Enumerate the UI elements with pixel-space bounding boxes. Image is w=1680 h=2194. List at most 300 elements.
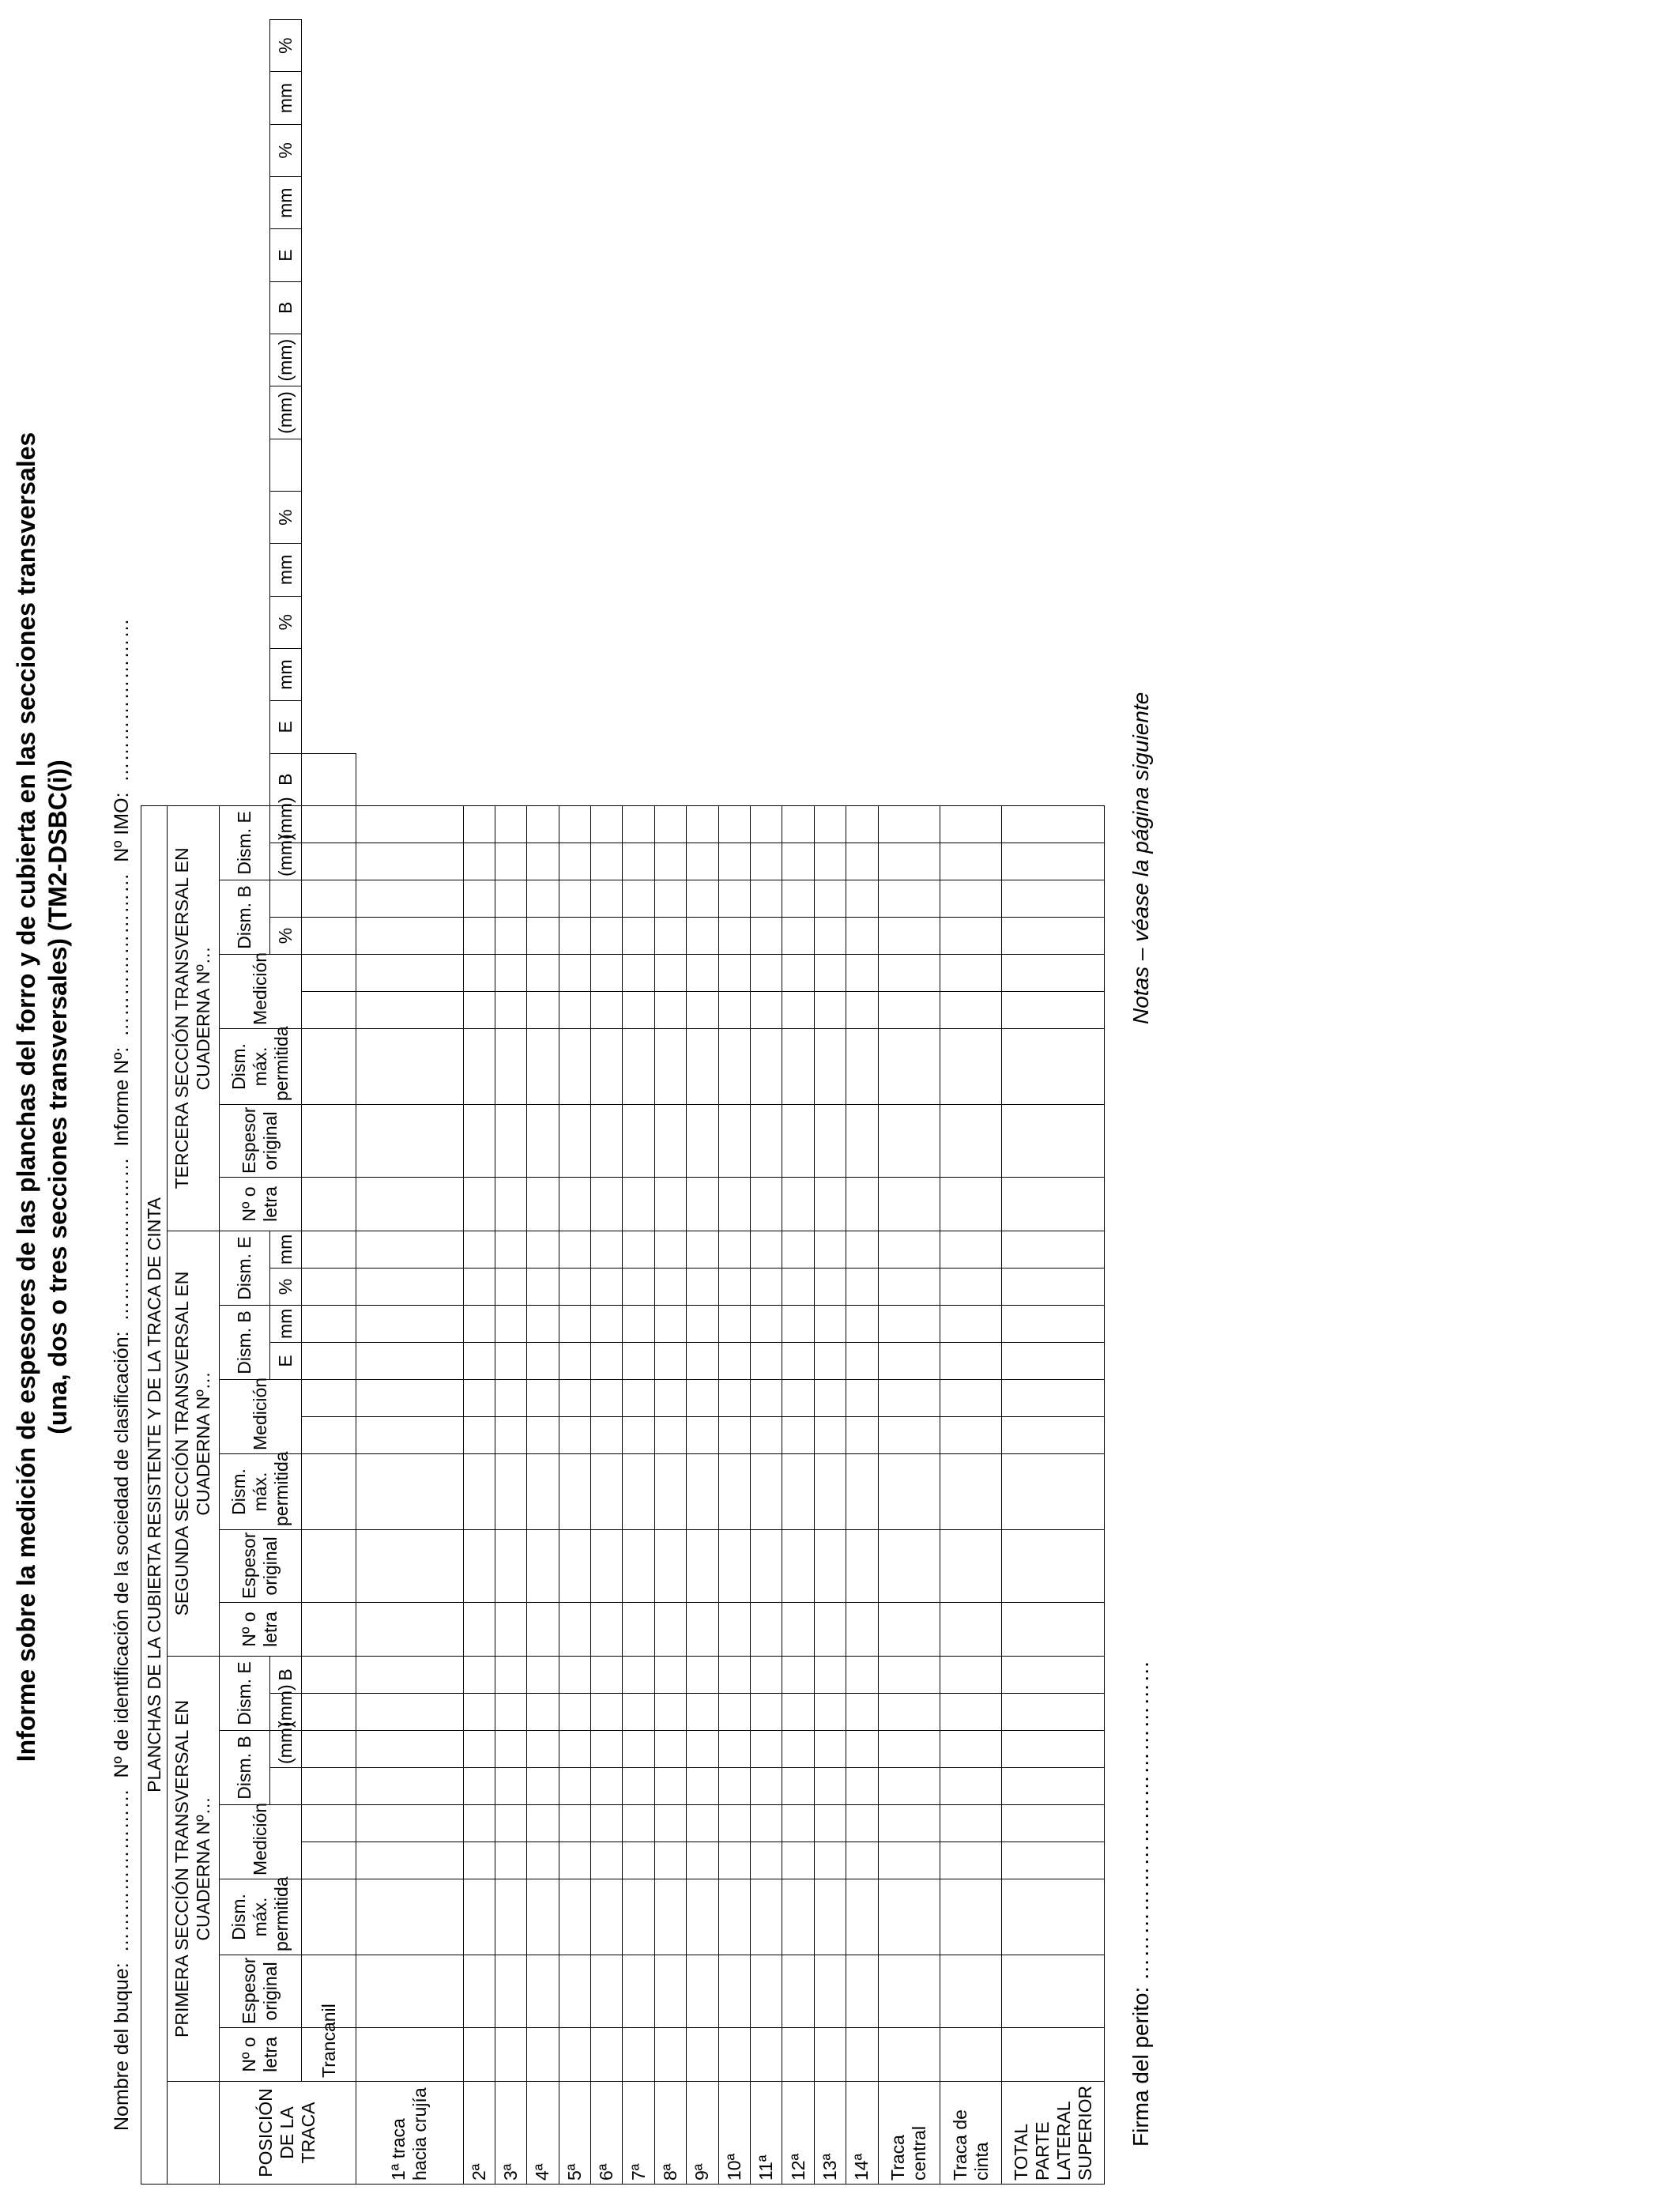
- data-cell[interactable]: [878, 1269, 940, 1306]
- data-cell[interactable]: [687, 1454, 718, 1530]
- data-cell[interactable]: [591, 1343, 623, 1380]
- data-cell[interactable]: [940, 1768, 1001, 1805]
- data-cell[interactable]: [463, 1231, 495, 1269]
- data-cell[interactable]: [814, 1879, 846, 1955]
- data-cell[interactable]: [495, 955, 526, 992]
- data-cell[interactable]: [495, 1694, 526, 1731]
- data-cell[interactable]: [846, 1657, 878, 1694]
- data-cell[interactable]: [559, 1842, 590, 1879]
- data-cell[interactable]: [302, 1603, 356, 1657]
- data-cell[interactable]: [591, 1603, 623, 1657]
- data-cell[interactable]: [591, 1694, 623, 1731]
- data-cell[interactable]: [559, 1454, 590, 1530]
- data-cell[interactable]: [302, 1029, 356, 1105]
- data-cell[interactable]: [687, 955, 718, 992]
- data-cell[interactable]: [356, 1805, 463, 1842]
- data-cell[interactable]: [782, 1231, 814, 1269]
- data-cell[interactable]: [1002, 805, 1105, 843]
- data-cell[interactable]: [623, 1657, 654, 1694]
- data-cell[interactable]: [718, 805, 750, 843]
- data-cell[interactable]: [1002, 1306, 1105, 1343]
- data-cell[interactable]: [878, 1805, 940, 1842]
- data-cell[interactable]: [495, 1380, 526, 1417]
- data-cell[interactable]: [878, 918, 940, 955]
- data-cell[interactable]: [878, 1530, 940, 1603]
- data-cell[interactable]: [495, 1417, 526, 1454]
- data-cell[interactable]: [302, 1380, 356, 1417]
- data-cell[interactable]: [654, 1657, 686, 1694]
- data-cell[interactable]: [940, 1879, 1001, 1955]
- data-cell[interactable]: [463, 1694, 495, 1731]
- data-cell[interactable]: [687, 805, 718, 843]
- data-cell[interactable]: [654, 1029, 686, 1105]
- data-cell[interactable]: [814, 2028, 846, 2082]
- data-cell[interactable]: [356, 918, 463, 955]
- data-cell[interactable]: [527, 1269, 559, 1306]
- data-cell[interactable]: [751, 992, 782, 1029]
- data-cell[interactable]: [356, 805, 463, 843]
- data-cell[interactable]: [878, 1417, 940, 1454]
- data-cell[interactable]: [687, 1768, 718, 1805]
- data-cell[interactable]: [718, 992, 750, 1029]
- data-cell[interactable]: [814, 1657, 846, 1694]
- data-cell[interactable]: [718, 1105, 750, 1178]
- data-cell[interactable]: [527, 1231, 559, 1269]
- data-cell[interactable]: [718, 1417, 750, 1454]
- data-cell[interactable]: [751, 955, 782, 992]
- data-cell[interactable]: [940, 1343, 1001, 1380]
- data-cell[interactable]: [751, 1105, 782, 1178]
- data-cell[interactable]: [687, 1380, 718, 1417]
- data-cell[interactable]: [654, 1530, 686, 1603]
- data-cell[interactable]: [751, 1380, 782, 1417]
- data-cell[interactable]: [1002, 1955, 1105, 2028]
- data-cell[interactable]: [718, 1603, 750, 1657]
- data-cell[interactable]: [940, 918, 1001, 955]
- data-cell[interactable]: [940, 992, 1001, 1029]
- data-cell[interactable]: [940, 805, 1001, 843]
- data-cell[interactable]: [527, 1380, 559, 1417]
- data-cell[interactable]: [687, 918, 718, 955]
- data-cell[interactable]: [940, 955, 1001, 992]
- data-cell[interactable]: [751, 1694, 782, 1731]
- data-cell[interactable]: [718, 1231, 750, 1269]
- data-cell[interactable]: [463, 1879, 495, 1955]
- data-cell[interactable]: [623, 1343, 654, 1380]
- data-cell[interactable]: [623, 1955, 654, 2028]
- data-cell[interactable]: [527, 805, 559, 843]
- data-cell[interactable]: [463, 1805, 495, 1842]
- data-cell[interactable]: [623, 1603, 654, 1657]
- data-cell[interactable]: [878, 805, 940, 843]
- data-cell[interactable]: [623, 1454, 654, 1530]
- data-cell[interactable]: [623, 992, 654, 1029]
- data-cell[interactable]: [527, 1306, 559, 1343]
- data-cell[interactable]: [814, 1417, 846, 1454]
- data-cell[interactable]: [654, 843, 686, 880]
- data-cell[interactable]: [495, 1306, 526, 1343]
- data-cell[interactable]: [559, 2028, 590, 2082]
- data-cell[interactable]: [846, 1306, 878, 1343]
- report-no-field[interactable]: ……………………: [111, 872, 133, 1037]
- data-cell[interactable]: [302, 1454, 356, 1530]
- data-cell[interactable]: [559, 1029, 590, 1105]
- data-cell[interactable]: [940, 1029, 1001, 1105]
- data-cell[interactable]: [356, 1105, 463, 1178]
- data-cell[interactable]: [654, 1842, 686, 1879]
- data-cell[interactable]: [878, 1231, 940, 1269]
- data-cell[interactable]: [718, 1178, 750, 1231]
- data-cell[interactable]: [623, 1417, 654, 1454]
- data-cell[interactable]: [356, 1269, 463, 1306]
- data-cell[interactable]: [463, 880, 495, 918]
- data-cell[interactable]: [623, 1731, 654, 1768]
- data-cell[interactable]: [559, 1657, 590, 1694]
- data-cell[interactable]: [591, 1530, 623, 1603]
- data-cell[interactable]: [1002, 1657, 1105, 1694]
- data-cell[interactable]: [654, 1879, 686, 1955]
- data-cell[interactable]: [718, 1269, 750, 1306]
- data-cell[interactable]: [527, 1603, 559, 1657]
- data-cell[interactable]: [302, 1530, 356, 1603]
- data-cell[interactable]: [940, 1842, 1001, 1879]
- data-cell[interactable]: [846, 955, 878, 992]
- data-cell[interactable]: [302, 1805, 356, 1842]
- data-cell[interactable]: [687, 1603, 718, 1657]
- data-cell[interactable]: [654, 1105, 686, 1178]
- data-cell[interactable]: [687, 1879, 718, 1955]
- data-cell[interactable]: [782, 1343, 814, 1380]
- data-cell[interactable]: [495, 880, 526, 918]
- data-cell[interactable]: [654, 1178, 686, 1231]
- data-cell[interactable]: [718, 1029, 750, 1105]
- data-cell[interactable]: [591, 1955, 623, 2028]
- data-cell[interactable]: [878, 1343, 940, 1380]
- data-cell[interactable]: [718, 1805, 750, 1842]
- data-cell[interactable]: [940, 1603, 1001, 1657]
- data-cell[interactable]: [302, 1105, 356, 1178]
- data-cell[interactable]: [356, 1731, 463, 1768]
- signature-field[interactable]: ……………………………………: [1128, 1659, 1153, 1981]
- data-cell[interactable]: [356, 1694, 463, 1731]
- data-cell[interactable]: [559, 1731, 590, 1768]
- data-cell[interactable]: [559, 955, 590, 992]
- data-cell[interactable]: [356, 1657, 463, 1694]
- data-cell[interactable]: [751, 1306, 782, 1343]
- data-cell[interactable]: [846, 1454, 878, 1530]
- data-cell[interactable]: [940, 1657, 1001, 1694]
- data-cell[interactable]: [846, 1530, 878, 1603]
- data-cell[interactable]: [751, 1603, 782, 1657]
- data-cell[interactable]: [591, 1105, 623, 1178]
- data-cell[interactable]: [814, 1805, 846, 1842]
- data-cell[interactable]: [940, 1231, 1001, 1269]
- data-cell[interactable]: [527, 1694, 559, 1731]
- data-cell[interactable]: [527, 1530, 559, 1603]
- data-cell[interactable]: [356, 1842, 463, 1879]
- data-cell[interactable]: [302, 1306, 356, 1343]
- data-cell[interactable]: [495, 1231, 526, 1269]
- data-cell[interactable]: [1002, 1178, 1105, 1231]
- data-cell[interactable]: [495, 1879, 526, 1955]
- data-cell[interactable]: [356, 1178, 463, 1231]
- data-cell[interactable]: [654, 1380, 686, 1417]
- data-cell[interactable]: [687, 1269, 718, 1306]
- data-cell[interactable]: [846, 1417, 878, 1454]
- data-cell[interactable]: [356, 1306, 463, 1343]
- data-cell[interactable]: [1002, 992, 1105, 1029]
- data-cell[interactable]: [846, 1694, 878, 1731]
- data-cell[interactable]: [463, 1380, 495, 1417]
- data-cell[interactable]: [718, 1454, 750, 1530]
- data-cell[interactable]: [751, 1955, 782, 2028]
- data-cell[interactable]: [940, 2028, 1001, 2082]
- data-cell[interactable]: [846, 1178, 878, 1231]
- data-cell[interactable]: [814, 1380, 846, 1417]
- data-cell[interactable]: [495, 843, 526, 880]
- data-cell[interactable]: [814, 1454, 846, 1530]
- data-cell[interactable]: [940, 843, 1001, 880]
- data-cell[interactable]: [302, 1879, 356, 1955]
- data-cell[interactable]: [356, 1380, 463, 1417]
- data-cell[interactable]: [559, 1306, 590, 1343]
- data-cell[interactable]: [463, 1105, 495, 1178]
- data-cell[interactable]: [302, 880, 356, 918]
- data-cell[interactable]: [495, 1768, 526, 1805]
- data-cell[interactable]: [814, 1105, 846, 1178]
- data-cell[interactable]: [782, 1955, 814, 2028]
- data-cell[interactable]: [718, 1842, 750, 1879]
- data-cell[interactable]: [654, 805, 686, 843]
- data-cell[interactable]: [623, 843, 654, 880]
- data-cell[interactable]: [591, 1417, 623, 1454]
- data-cell[interactable]: [1002, 1380, 1105, 1417]
- data-cell[interactable]: [527, 2028, 559, 2082]
- data-cell[interactable]: [814, 992, 846, 1029]
- data-cell[interactable]: [878, 1657, 940, 1694]
- data-cell[interactable]: [846, 1879, 878, 1955]
- data-cell[interactable]: [591, 1029, 623, 1105]
- data-cell[interactable]: [782, 843, 814, 880]
- data-cell[interactable]: [878, 1842, 940, 1879]
- data-cell[interactable]: [687, 1029, 718, 1105]
- data-cell[interactable]: [751, 1178, 782, 1231]
- data-cell[interactable]: [878, 955, 940, 992]
- data-cell[interactable]: [940, 1417, 1001, 1454]
- data-cell[interactable]: [559, 880, 590, 918]
- data-cell[interactable]: [687, 1417, 718, 1454]
- data-cell[interactable]: [1002, 1269, 1105, 1306]
- data-cell[interactable]: [463, 843, 495, 880]
- data-cell[interactable]: [846, 1805, 878, 1842]
- data-cell[interactable]: [591, 1879, 623, 1955]
- data-cell[interactable]: [559, 1603, 590, 1657]
- data-cell[interactable]: [846, 1269, 878, 1306]
- data-cell[interactable]: [527, 1029, 559, 1105]
- data-cell[interactable]: [687, 843, 718, 880]
- data-cell[interactable]: [687, 1842, 718, 1879]
- data-cell[interactable]: [463, 1842, 495, 1879]
- data-cell[interactable]: [302, 955, 356, 992]
- data-cell[interactable]: [751, 1454, 782, 1530]
- data-cell[interactable]: [654, 880, 686, 918]
- data-cell[interactable]: [527, 1178, 559, 1231]
- data-cell[interactable]: [1002, 1731, 1105, 1768]
- data-cell[interactable]: [940, 1530, 1001, 1603]
- data-cell[interactable]: [559, 1269, 590, 1306]
- data-cell[interactable]: [302, 1694, 356, 1731]
- data-cell[interactable]: [814, 1768, 846, 1805]
- data-cell[interactable]: [463, 1768, 495, 1805]
- data-cell[interactable]: [527, 1768, 559, 1805]
- data-cell[interactable]: [527, 1417, 559, 1454]
- data-cell[interactable]: [623, 1269, 654, 1306]
- data-cell[interactable]: [559, 1178, 590, 1231]
- data-cell[interactable]: [718, 1955, 750, 2028]
- data-cell[interactable]: [751, 1343, 782, 1380]
- data-cell[interactable]: [495, 1343, 526, 1380]
- data-cell[interactable]: [782, 1694, 814, 1731]
- data-cell[interactable]: [846, 1955, 878, 2028]
- data-cell[interactable]: [1002, 843, 1105, 880]
- data-cell[interactable]: [495, 805, 526, 843]
- data-cell[interactable]: [302, 1731, 356, 1768]
- imo-field[interactable]: ……………………: [111, 617, 133, 782]
- data-cell[interactable]: [356, 1231, 463, 1269]
- data-cell[interactable]: [356, 880, 463, 918]
- data-cell[interactable]: [878, 1768, 940, 1805]
- data-cell[interactable]: [495, 2028, 526, 2082]
- data-cell[interactable]: [495, 1530, 526, 1603]
- data-cell[interactable]: [591, 1731, 623, 1768]
- data-cell[interactable]: [559, 1343, 590, 1380]
- data-cell[interactable]: [356, 1454, 463, 1530]
- data-cell[interactable]: [782, 1879, 814, 1955]
- data-cell[interactable]: [559, 1105, 590, 1178]
- data-cell[interactable]: [654, 1454, 686, 1530]
- data-cell[interactable]: [591, 1805, 623, 1842]
- data-cell[interactable]: [302, 1768, 356, 1805]
- data-cell[interactable]: [463, 805, 495, 843]
- data-cell[interactable]: [463, 1454, 495, 1530]
- data-cell[interactable]: [751, 1530, 782, 1603]
- data-cell[interactable]: [718, 918, 750, 955]
- data-cell[interactable]: [814, 843, 846, 880]
- data-cell[interactable]: [782, 805, 814, 843]
- data-cell[interactable]: [559, 1417, 590, 1454]
- data-cell[interactable]: [687, 1306, 718, 1343]
- data-cell[interactable]: [623, 1768, 654, 1805]
- data-cell[interactable]: [1002, 1603, 1105, 1657]
- data-cell[interactable]: [940, 1955, 1001, 2028]
- data-cell[interactable]: [878, 1454, 940, 1530]
- data-cell[interactable]: [463, 1306, 495, 1343]
- data-cell[interactable]: [302, 992, 356, 1029]
- data-cell[interactable]: [1002, 1805, 1105, 1842]
- data-cell[interactable]: [814, 1306, 846, 1343]
- data-cell[interactable]: [1002, 1694, 1105, 1731]
- data-cell[interactable]: [1002, 1768, 1105, 1805]
- data-cell[interactable]: [527, 1879, 559, 1955]
- data-cell[interactable]: [623, 1530, 654, 1603]
- data-cell[interactable]: [623, 955, 654, 992]
- data-cell[interactable]: [527, 955, 559, 992]
- data-cell[interactable]: [356, 1530, 463, 1603]
- data-cell[interactable]: [814, 1269, 846, 1306]
- data-cell[interactable]: [463, 1530, 495, 1603]
- data-cell[interactable]: [782, 1657, 814, 1694]
- data-cell[interactable]: [751, 1731, 782, 1768]
- data-cell[interactable]: [878, 843, 940, 880]
- data-cell[interactable]: [654, 1343, 686, 1380]
- data-cell[interactable]: [591, 1380, 623, 1417]
- data-cell[interactable]: [623, 1178, 654, 1231]
- data-cell[interactable]: [559, 805, 590, 843]
- data-cell[interactable]: [782, 955, 814, 992]
- data-cell[interactable]: [751, 1768, 782, 1805]
- data-cell[interactable]: [751, 1417, 782, 1454]
- data-cell[interactable]: [846, 2028, 878, 2082]
- data-cell[interactable]: [718, 1731, 750, 1768]
- ship-name-field[interactable]: ……………………: [111, 1788, 133, 1953]
- data-cell[interactable]: [940, 1454, 1001, 1530]
- data-cell[interactable]: [463, 2028, 495, 2082]
- data-cell[interactable]: [814, 1603, 846, 1657]
- data-cell[interactable]: [718, 1879, 750, 1955]
- data-cell[interactable]: [751, 1842, 782, 1879]
- data-cell[interactable]: [527, 1805, 559, 1842]
- data-cell[interactable]: [782, 918, 814, 955]
- data-cell[interactable]: [495, 1603, 526, 1657]
- data-cell[interactable]: [527, 1343, 559, 1380]
- data-cell[interactable]: [814, 1029, 846, 1105]
- data-cell[interactable]: [782, 1178, 814, 1231]
- data-cell[interactable]: [591, 1657, 623, 1694]
- data-cell[interactable]: [687, 992, 718, 1029]
- data-cell[interactable]: [623, 1694, 654, 1731]
- data-cell[interactable]: [654, 955, 686, 992]
- data-cell[interactable]: [623, 1231, 654, 1269]
- data-cell[interactable]: [302, 843, 356, 880]
- data-cell[interactable]: [814, 1343, 846, 1380]
- data-cell[interactable]: [878, 1105, 940, 1178]
- data-cell[interactable]: [654, 1306, 686, 1343]
- data-cell[interactable]: [591, 992, 623, 1029]
- data-cell[interactable]: [495, 1657, 526, 1694]
- data-cell[interactable]: [940, 1105, 1001, 1178]
- data-cell[interactable]: [751, 1231, 782, 1269]
- data-cell[interactable]: [591, 1269, 623, 1306]
- data-cell[interactable]: [687, 1231, 718, 1269]
- data-cell[interactable]: [495, 1842, 526, 1879]
- data-cell[interactable]: [718, 1343, 750, 1380]
- data-cell[interactable]: [527, 1842, 559, 1879]
- data-cell[interactable]: [878, 1306, 940, 1343]
- data-cell[interactable]: [814, 1842, 846, 1879]
- data-cell[interactable]: [623, 1805, 654, 1842]
- data-cell[interactable]: [356, 992, 463, 1029]
- data-cell[interactable]: [782, 880, 814, 918]
- data-cell[interactable]: [463, 1955, 495, 2028]
- data-cell[interactable]: [814, 805, 846, 843]
- data-cell[interactable]: [591, 1842, 623, 1879]
- data-cell[interactable]: [559, 1694, 590, 1731]
- data-cell[interactable]: [654, 1955, 686, 2028]
- data-cell[interactable]: [527, 880, 559, 918]
- data-cell[interactable]: [846, 1231, 878, 1269]
- data-cell[interactable]: [878, 1955, 940, 2028]
- data-cell[interactable]: [1002, 2028, 1105, 2082]
